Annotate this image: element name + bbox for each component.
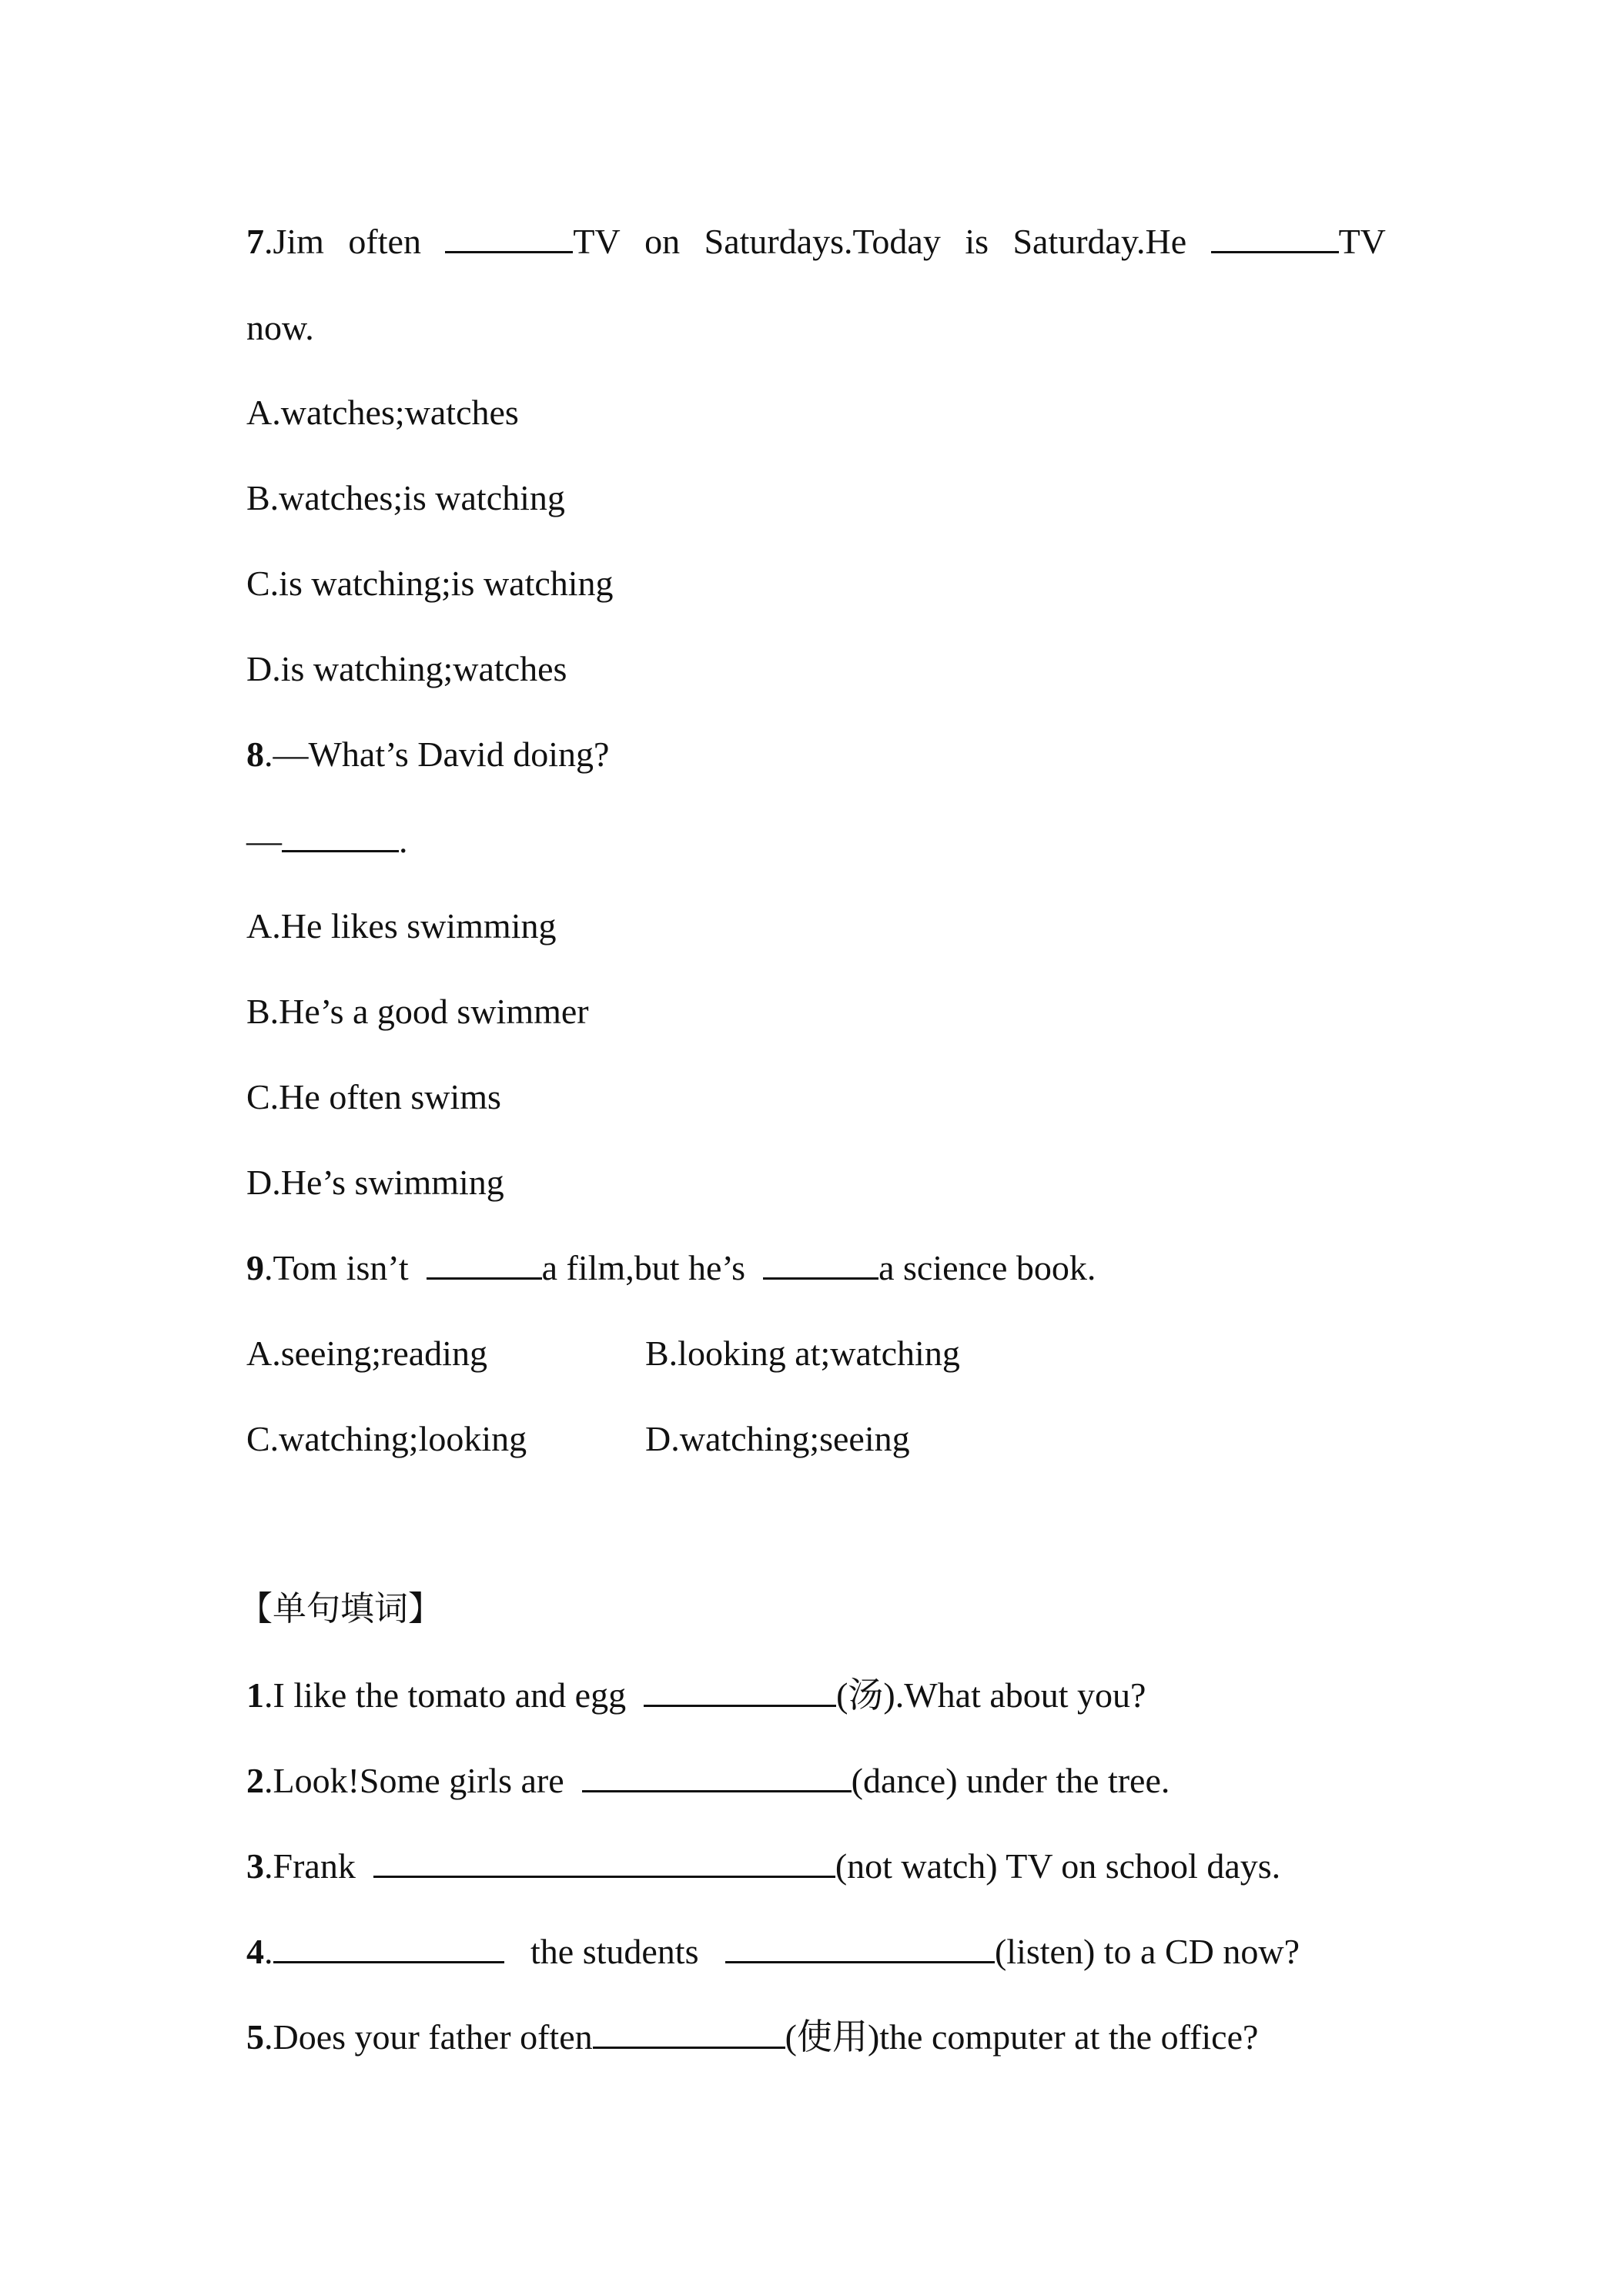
word: Saturday.He <box>1012 222 1187 261</box>
option-7b: B.watches;is watching <box>246 478 565 517</box>
option-9b: B.looking at;watching <box>645 1334 960 1373</box>
option-9c: C.watching;looking <box>246 1419 527 1458</box>
option-8c: C.He often swims <box>246 1077 501 1116</box>
question-number: 7 <box>246 222 264 261</box>
fill-question-4 <box>246 1930 1300 1973</box>
word: on <box>644 222 681 261</box>
fill-question-5 <box>246 2016 1258 2059</box>
word: Saturdays.Today <box>704 222 941 261</box>
answer-blank <box>593 2017 785 2049</box>
dash: — <box>246 821 282 860</box>
answer-blank <box>644 1675 836 1707</box>
question-number: 2 <box>246 1761 264 1800</box>
question-7-stem <box>246 220 1386 263</box>
question-text: .Look!Some girls are <box>264 1761 564 1800</box>
option-8a: A.He likes swimming <box>246 906 557 946</box>
question-text: .Frank <box>264 1846 356 1886</box>
question-text: (汤).What about you? <box>836 1675 1146 1715</box>
period: . <box>399 821 408 860</box>
question-text: .Does your father often <box>264 2017 593 2057</box>
question-9-stem <box>246 1247 1096 1290</box>
answer-blank <box>763 1248 878 1280</box>
word: TV <box>573 222 621 261</box>
question-text: (使用)the computer at the office? <box>785 2017 1259 2057</box>
option-9a: A.seeing;reading <box>246 1334 487 1373</box>
question-number: 5 <box>246 2017 264 2057</box>
word: .Jim <box>264 222 324 261</box>
question-text: the students <box>530 1932 699 1971</box>
answer-blank <box>445 222 573 253</box>
answer-blank <box>582 1761 852 1792</box>
fill-question-3 <box>246 1845 1280 1888</box>
option-8b: B.He’s a good swimmer <box>246 992 589 1031</box>
option-7c: C.is watching;is watching <box>246 564 614 603</box>
question-text: a science book. <box>878 1248 1096 1287</box>
answer-blank <box>373 1846 835 1878</box>
answer-blank <box>725 1932 995 1963</box>
word: often <box>348 222 421 261</box>
question-text: .—What’s David doing? <box>264 735 610 774</box>
question-text: (listen) to a CD now? <box>994 1932 1300 1971</box>
section-heading: 【单句填词】 <box>239 1589 442 1628</box>
question-number: 1 <box>246 1675 264 1715</box>
question-8-stem <box>246 733 609 776</box>
question-number: 4 <box>246 1932 264 1971</box>
option-7a: A.watches;watches <box>246 393 519 432</box>
question-text: (dance) under the tree. <box>851 1761 1170 1800</box>
word: is <box>965 222 989 261</box>
question-7-part-2 <box>445 220 620 263</box>
question-text: .Tom isn’t <box>264 1248 409 1287</box>
question-number: 8 <box>246 735 264 774</box>
answer-blank <box>427 1248 542 1280</box>
question-text: (not watch) TV on school days. <box>835 1846 1281 1886</box>
word: TV <box>1338 222 1386 261</box>
option-8d: D.He’s swimming <box>246 1163 504 1202</box>
question-number: 3 <box>246 1846 264 1886</box>
question-text: . <box>264 1932 273 1971</box>
question-7-part-3 <box>1211 220 1386 263</box>
answer-blank <box>273 1932 504 1963</box>
answer-blank <box>1211 222 1339 253</box>
question-number: 9 <box>246 1248 264 1287</box>
option-9d: D.watching;seeing <box>645 1419 910 1458</box>
fill-question-2 <box>246 1759 1170 1802</box>
answer-blank <box>282 821 399 852</box>
question-7-stem-cont: now. <box>246 308 314 347</box>
option-7d: D.is watching;watches <box>246 649 567 688</box>
question-8-answer-line <box>246 819 408 862</box>
fill-question-1 <box>246 1674 1146 1717</box>
question-text: a film,but he’s <box>541 1248 746 1287</box>
question-text: .I like the tomato and egg <box>264 1675 627 1715</box>
question-7-part-1 <box>246 220 324 263</box>
